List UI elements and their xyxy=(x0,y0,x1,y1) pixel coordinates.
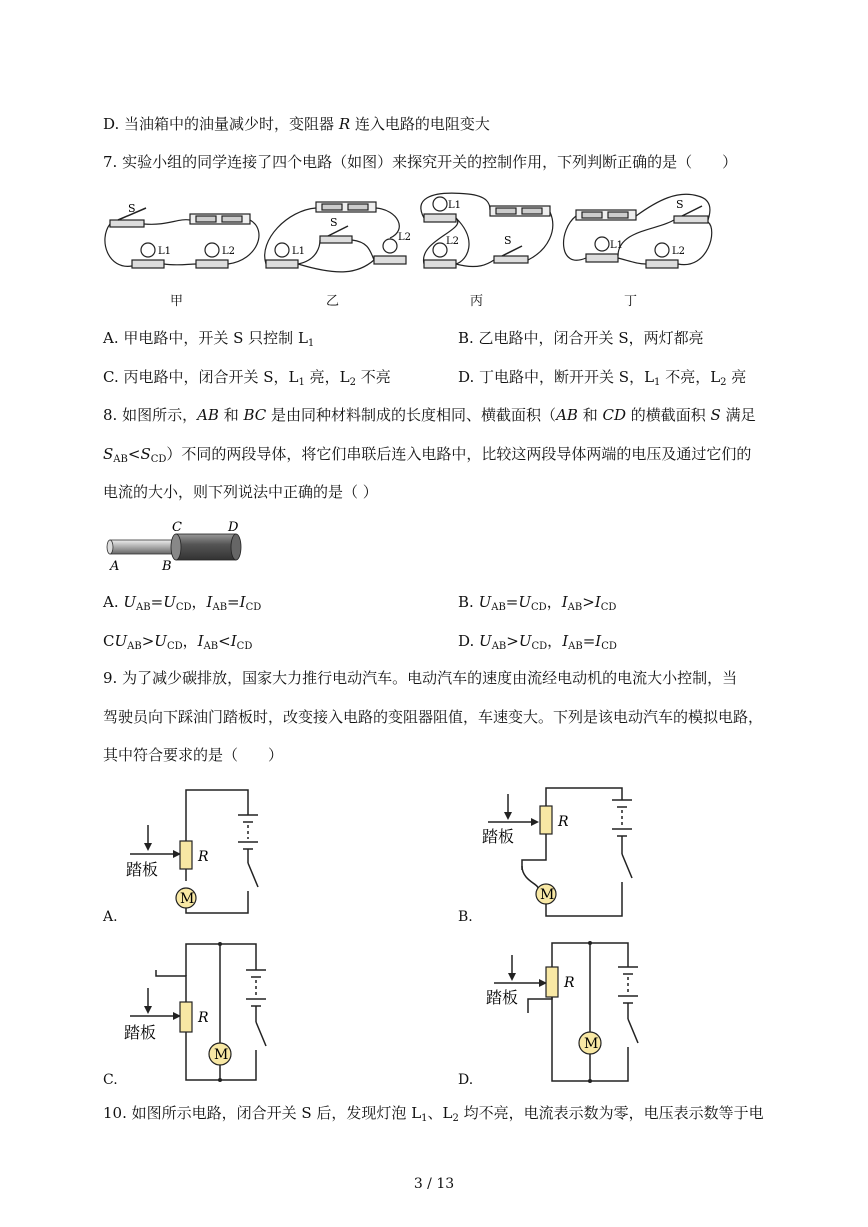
q7-option-b: B. 乙电路中，闭合开关 S，两灯都亮 xyxy=(458,329,704,347)
circuit-jia xyxy=(105,208,259,268)
q10-stem-line1: 10. 如图所示电路，闭合开关 S 后，发现灯泡 $L_1$、$L_2$ 均不亮，电流表示数为零，电压表示数等于电 xyxy=(103,1104,764,1124)
fig-label-yi: 乙 xyxy=(326,294,340,309)
svg-text:S: S xyxy=(330,216,338,229)
q8-option-c: $CU_{AB}>U_{CD}$，$I_{AB}<I_{CD}$ xyxy=(103,632,253,652)
rheostat-label: R xyxy=(198,849,209,865)
letter-c: C xyxy=(172,520,182,535)
svg-text:R: R xyxy=(198,1010,209,1026)
svg-text:R: R xyxy=(564,975,575,991)
page-number: 3 / 13 xyxy=(413,1176,455,1192)
q8-conductor-figure xyxy=(100,518,250,574)
svg-text:S: S xyxy=(504,234,512,247)
q7-circuits-figure xyxy=(98,190,718,290)
svg-text:踏板: 踏板 xyxy=(486,988,519,1007)
svg-text:L2: L2 xyxy=(672,246,686,257)
motor-label: M xyxy=(180,891,195,907)
svg-text:L1: L1 xyxy=(292,246,306,257)
q9-option-d-label: D. xyxy=(458,1072,474,1088)
fig-label-bing: 丙 xyxy=(470,294,484,309)
q9-circuit-a xyxy=(120,785,270,920)
svg-text:M: M xyxy=(540,887,555,903)
q9-stem-line2: 驾驶员向下踩油门踏板时，改变接入电路的变阻器阻值，车速变大。下列是该电动汽车的模拟电路， xyxy=(103,708,764,726)
svg-text:S: S xyxy=(676,198,684,211)
q7-option-a: A. 甲电路中，开关 S 只控制 $L_1$ xyxy=(103,329,315,349)
svg-text:L1: L1 xyxy=(610,240,624,251)
letter-a: A xyxy=(110,559,120,574)
q8-stem-line2: $S_{AB}<S_{CD}$）不同的两段导体，将它们串联后连入电路中，比较这两段导体两端的电压及通过它们的 xyxy=(103,445,752,465)
jia-l1-label: L1 xyxy=(158,246,172,257)
svg-text:M: M xyxy=(214,1047,229,1063)
q9-option-c-label: C. xyxy=(103,1072,118,1088)
q8-option-d: D. $U_{AB}>U_{CD}$，$I_{AB}=I_{CD}$ xyxy=(458,632,617,652)
q9-stem-line3: 其中符合要求的是（ ） xyxy=(103,746,284,764)
fig-label-ding: 丁 xyxy=(624,294,638,309)
q7-option-c: C. 丙电路中，闭合开关 S，$L_1$ 亮，$L_2$ 不亮 xyxy=(103,368,391,388)
letter-d: D xyxy=(228,520,239,535)
q8-option-b: B. $U_{AB}=U_{CD}$，$I_{AB}>I_{CD}$ xyxy=(458,593,617,613)
svg-text:R: R xyxy=(558,814,569,830)
q9-circuit-b xyxy=(478,770,648,920)
svg-text:踏板: 踏板 xyxy=(482,827,515,846)
jia-s-label: S xyxy=(128,202,136,215)
jia-l2-label: L2 xyxy=(222,246,236,257)
q7-stem: 7. 实验小组的同学连接了四个电路（如图）来探究开关的控制作用，下列判断正确的是（ ） xyxy=(103,153,738,171)
svg-text:L1: L1 xyxy=(448,200,462,211)
circuit-yi xyxy=(265,202,406,272)
letter-b: B xyxy=(162,559,172,574)
svg-text:L2: L2 xyxy=(446,236,460,247)
svg-text:踏板: 踏板 xyxy=(124,1023,157,1042)
q6-option-d: D. 当油箱中的油量减少时，变阻器 R 连入电路的电阻变大 xyxy=(103,115,490,133)
q8-stem-line3: 电流的大小，则下列说法中正确的是（ ） xyxy=(103,483,378,501)
q9-circuit-c xyxy=(120,940,280,1085)
q9-stem-line1: 9. 为了减少碳排放，国家大力推行电动汽车。电动汽车的速度由流经电动机的电流大小控制，当 xyxy=(103,669,738,687)
circuit-ding xyxy=(564,194,712,268)
q7-option-d: D. 丁电路中，断开开关 S，$L_1$ 不亮，$L_2$ 亮 xyxy=(458,368,747,388)
circuit-bing xyxy=(421,193,553,268)
svg-text:L2: L2 xyxy=(398,232,412,243)
q9-option-a-label: A. xyxy=(103,909,118,925)
pedal-label: 踏板 xyxy=(126,860,159,879)
fig-label-jia: 甲 xyxy=(170,294,184,309)
q9-option-b-label: B. xyxy=(458,909,473,925)
svg-text:M: M xyxy=(584,1036,599,1052)
q9-circuit-d xyxy=(480,935,650,1085)
q8-option-a: A. $U_{AB}=U_{CD}$，$I_{AB}=I_{CD}$ xyxy=(103,593,262,613)
q8-stem-line1: 8. 如图所示，AB 和 BC 是由同种材料制成的长度相同、横截面积（AB 和 CD 的横截面积 S 满足 xyxy=(103,406,756,424)
